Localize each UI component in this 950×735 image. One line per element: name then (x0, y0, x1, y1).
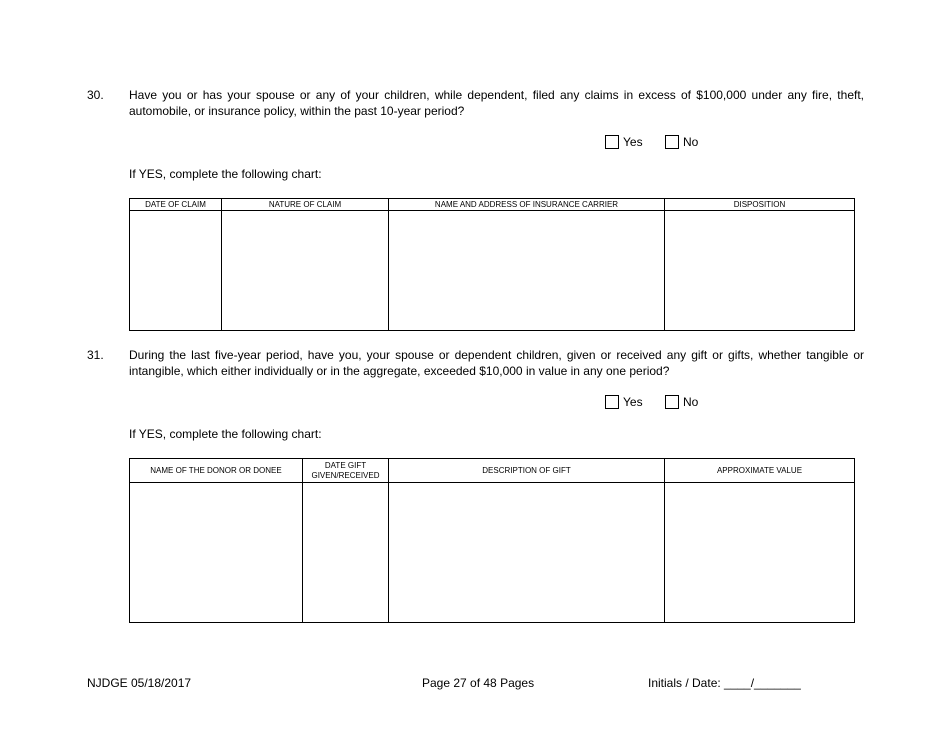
gifts-header-donor: NAME OF THE DONOR OR DONEE (130, 459, 303, 483)
question-30-if-yes: If YES, complete the following chart: (129, 167, 322, 181)
claims-cell-nature[interactable] (222, 211, 389, 331)
question-31-number: 31. (87, 348, 104, 362)
claims-header-carrier: NAME AND ADDRESS OF INSURANCE CARRIER (389, 199, 665, 211)
question-31-text: During the last five-year period, have you, your spouse or dependent children, given or received any gift or gifts, whether tangible or intangible, which either individually or in the aggregate, exceeded $10,000 in value in any one period? (129, 348, 864, 378)
gifts-cell-date[interactable] (303, 483, 389, 623)
gifts-header-value: APPROXIMATE VALUE (665, 459, 855, 483)
question-30-text: Have you or has your spouse or any of your children, while dependent, filed any claims in excess of $100,000 under any fire, theft, automobile, or insurance policy, within the past 10-year period? (129, 88, 864, 118)
claims-cell-disposition[interactable] (665, 211, 855, 331)
gifts-header-description: DESCRIPTION OF GIFT (389, 459, 665, 483)
claims-header-date: DATE OF CLAIM (130, 199, 222, 211)
question-31-no-label: No (683, 395, 699, 409)
question-31-yes-option[interactable] (605, 395, 643, 409)
question-30-no-label: No (683, 135, 699, 149)
claims-cell-carrier[interactable] (389, 211, 665, 331)
question-31-no-checkbox[interactable] (665, 395, 679, 409)
question-31-yes-checkbox[interactable] (605, 395, 619, 409)
claims-cell-date[interactable] (130, 211, 222, 331)
question-30-yes-checkbox[interactable] (605, 135, 619, 149)
footer-form-id: NJDGE 05/18/2017 (87, 676, 192, 690)
question-31-no-option[interactable] (665, 395, 698, 409)
gifts-header-date: DATE GIFT GIVEN/RECEIVED (303, 459, 389, 483)
claims-header-nature: NATURE OF CLAIM (222, 199, 389, 211)
question-30-no-option[interactable] (665, 135, 698, 149)
question-30-yes-label: Yes (623, 135, 643, 149)
claims-chart (129, 198, 855, 331)
question-30-yes-option[interactable] (605, 135, 643, 149)
footer-page-number: Page 27 of 48 Pages (422, 676, 535, 690)
gifts-cell-donor[interactable] (130, 483, 303, 623)
question-30-number: 30. (87, 88, 104, 102)
question-31-yes-label: Yes (623, 395, 643, 409)
question-31-if-yes: If YES, complete the following chart: (129, 427, 322, 441)
question-30-no-checkbox[interactable] (665, 135, 679, 149)
footer-initials-date[interactable]: Initials / Date: ____/_______ (648, 676, 801, 690)
gifts-cell-description[interactable] (389, 483, 665, 623)
gifts-cell-value[interactable] (665, 483, 855, 623)
claims-header-disposition: DISPOSITION (665, 199, 855, 211)
gifts-chart (129, 458, 855, 623)
